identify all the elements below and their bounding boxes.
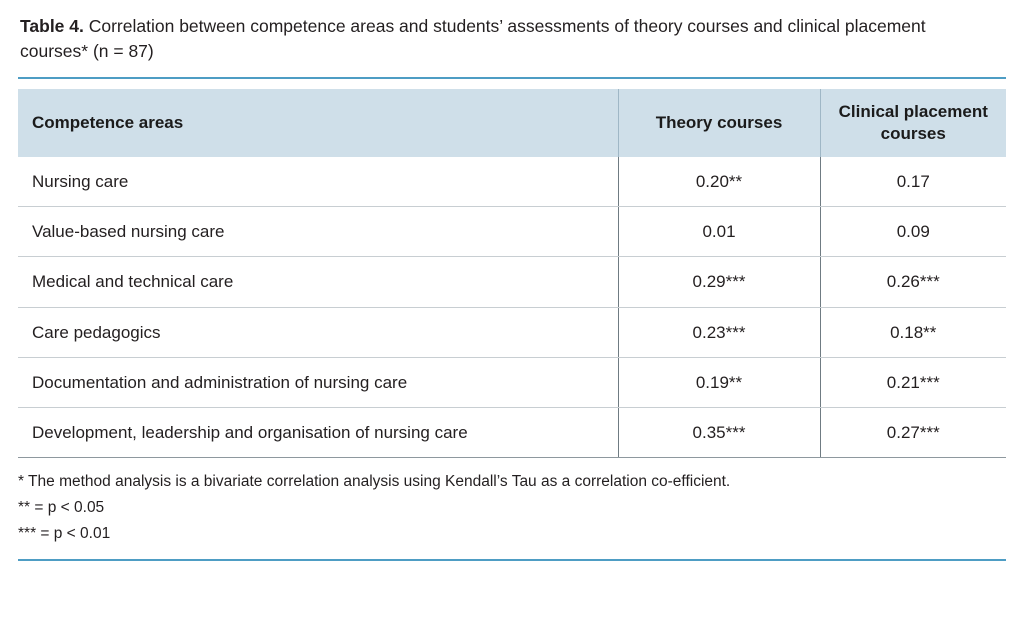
cell-theory-value: 0.35***: [618, 408, 820, 458]
cell-theory-value: 0.01: [618, 207, 820, 257]
cell-competence-area: Development, leadership and organisation of nursing care: [18, 408, 618, 458]
cell-competence-area: Nursing care: [18, 157, 618, 207]
cell-clinical-value: 0.21***: [820, 357, 1006, 407]
table-footnotes: [18, 458, 1006, 547]
footnote-method: * The method analysis is a bivariate correlation analysis using Kendall’s Tau as a correlation co-efficient.: [18, 473, 731, 491]
cell-clinical-value: 0.09: [820, 207, 1006, 257]
table-row: [18, 307, 1006, 357]
table-row: [18, 357, 1006, 407]
cell-theory-value: 0.19**: [618, 357, 820, 407]
caption-text: Correlation between competence areas and students’ assessments of theory courses and clinical placement courses* (n = 87): [20, 16, 926, 61]
column-header-theory-courses: Theory courses: [618, 89, 820, 157]
column-header-clinical-placement-courses: Clinical placement courses: [820, 89, 1006, 157]
cell-competence-area: Medical and technical care: [18, 257, 618, 307]
table-body: [18, 157, 1006, 458]
cell-clinical-value: 0.17: [820, 157, 1006, 207]
footnote-p05: ** = p < 0.05: [18, 499, 105, 517]
cell-competence-area: Value-based nursing care: [18, 207, 618, 257]
table-row: [18, 408, 1006, 458]
cell-theory-value: 0.23***: [618, 307, 820, 357]
top-rule: [18, 77, 1006, 79]
table-row: [18, 207, 1006, 257]
cell-clinical-value: 0.18**: [820, 307, 1006, 357]
cell-clinical-value: 0.26***: [820, 257, 1006, 307]
table-row: [18, 157, 1006, 207]
table-caption: [20, 14, 970, 64]
table-header-row: [18, 89, 1006, 157]
cell-competence-area: Care pedagogics: [18, 307, 618, 357]
column-header-competence-areas: Competence areas: [18, 89, 618, 157]
cell-theory-value: 0.29***: [618, 257, 820, 307]
cell-competence-area: Documentation and administration of nursing care: [18, 357, 618, 407]
cell-clinical-value: 0.27***: [886, 423, 940, 443]
correlation-table: [18, 89, 1006, 458]
table-head: [18, 89, 1006, 157]
caption-label: Table 4.: [20, 16, 84, 36]
bottom-rule: [18, 559, 1006, 561]
cell-theory-value: 0.20**: [618, 157, 820, 207]
table-row: [18, 257, 1006, 307]
footnote-p01: *** = p < 0.01: [18, 525, 111, 543]
